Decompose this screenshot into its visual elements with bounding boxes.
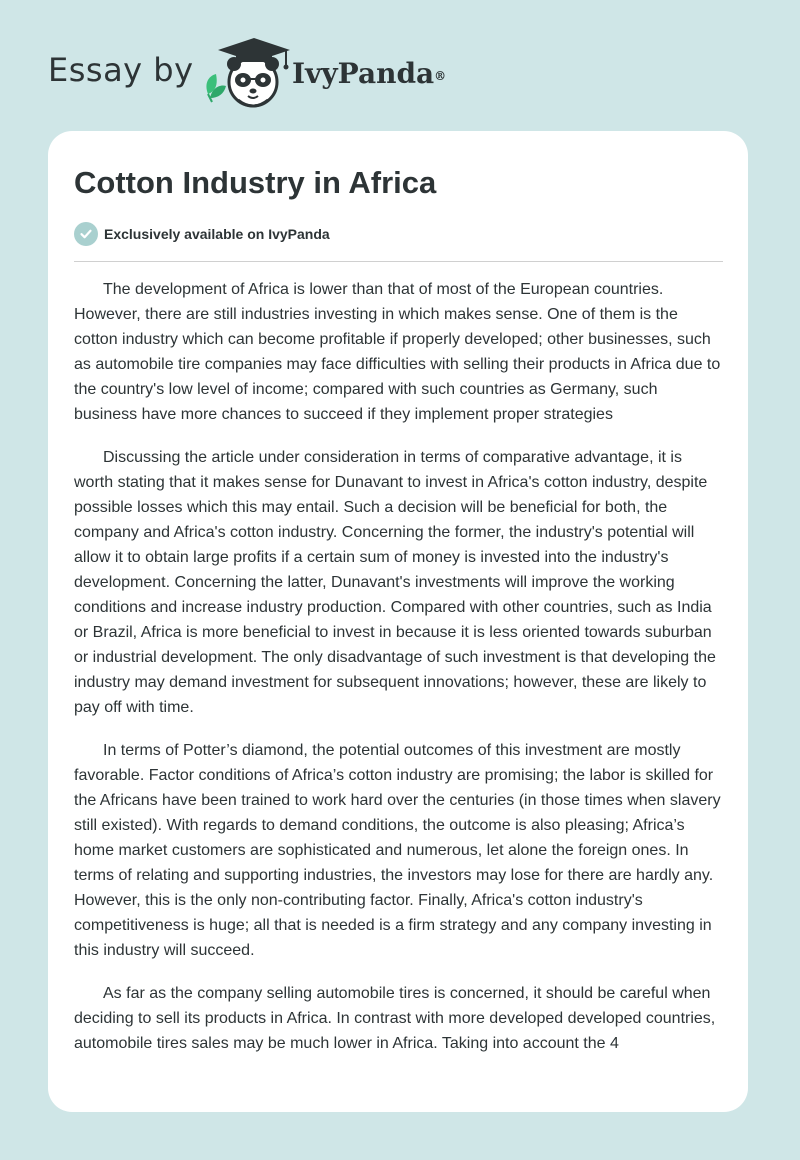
essay-title: Cotton Industry in Africa [74, 165, 437, 200]
essay-body [74, 277, 723, 1087]
registered-mark: ® [434, 69, 447, 83]
exclusive-badge [74, 221, 330, 247]
site-header [0, 0, 800, 120]
paragraph: In terms of Potter’s diamond, the potential outcomes of this investment are mostly favorable. Factor conditions of Africa’s cotton industry are promising; the labor is skilled for the Africans have been trained to work hard over the centuries (in those times when slavery still existed). With regards to demand conditions, the outcome is also pleasing; Africa’s home market customers are sophisticated and numerous, let alone the foreign ones. In terms of relating and supporting industries, the investors may lose for there are hardly any. However, this is the only non-contributing factor. Finally, Africa's cotton industry's competitiveness is huge; all that is needed is a firm strategy and any company investing in this industry will succeed. [74, 742, 721, 959]
badge-text: Exclusively available on IvyPanda [104, 226, 330, 242]
paragraph: The development of Africa is lower than that of most of the European countries. However, there are still industries investing in which makes sense. One of them is the cotton industry which can become profitable if properly developed; other businesses, such as automobile tire companies may face difficulties with selling their products in Africa due to the country's low level of income; compared with such countries as Germany, such business have more chances to succeed if they implement proper strategies [74, 281, 721, 423]
divider [74, 261, 723, 262]
essay-card [48, 131, 748, 1112]
check-icon [74, 222, 98, 246]
paragraph: Discussing the article under consideration in terms of comparative advantage, it is worth stating that it makes sense for Dunavant to invest in Africa's cotton industry, despite possible losses which this may entail. Such a decision will be beneficial for both, the company and Africa's cotton industry. Concerning the former, the industry's potential will allow it to obtain large profits if a certain sum of money is invested into the industry's development. Concerning the latter, Dunavant's investments will improve the working conditions and increase industry production. Compared with other countries, such as India or Brazil, Africa is more beneficial to invest in because it is less oriented towards suburban or industrial development. The only disadvantage of such investment is that developing the industry may demand investment for subsequent innovations; however, these are likely to pay off with time. [74, 449, 716, 716]
panda-logo-icon[interactable] [198, 36, 298, 112]
brand-prefix: Essay by [48, 51, 194, 89]
brand-name-text: IvyPanda [292, 57, 435, 90]
brand-name[interactable] [292, 54, 446, 94]
paragraph: As far as the company selling automobile tires is concerned, it should be careful when deciding to sell its products in Africa. In contrast with more developed developed countries, automobile tires sales may be much lower in Africa. Taking into account the 4 [74, 985, 716, 1052]
